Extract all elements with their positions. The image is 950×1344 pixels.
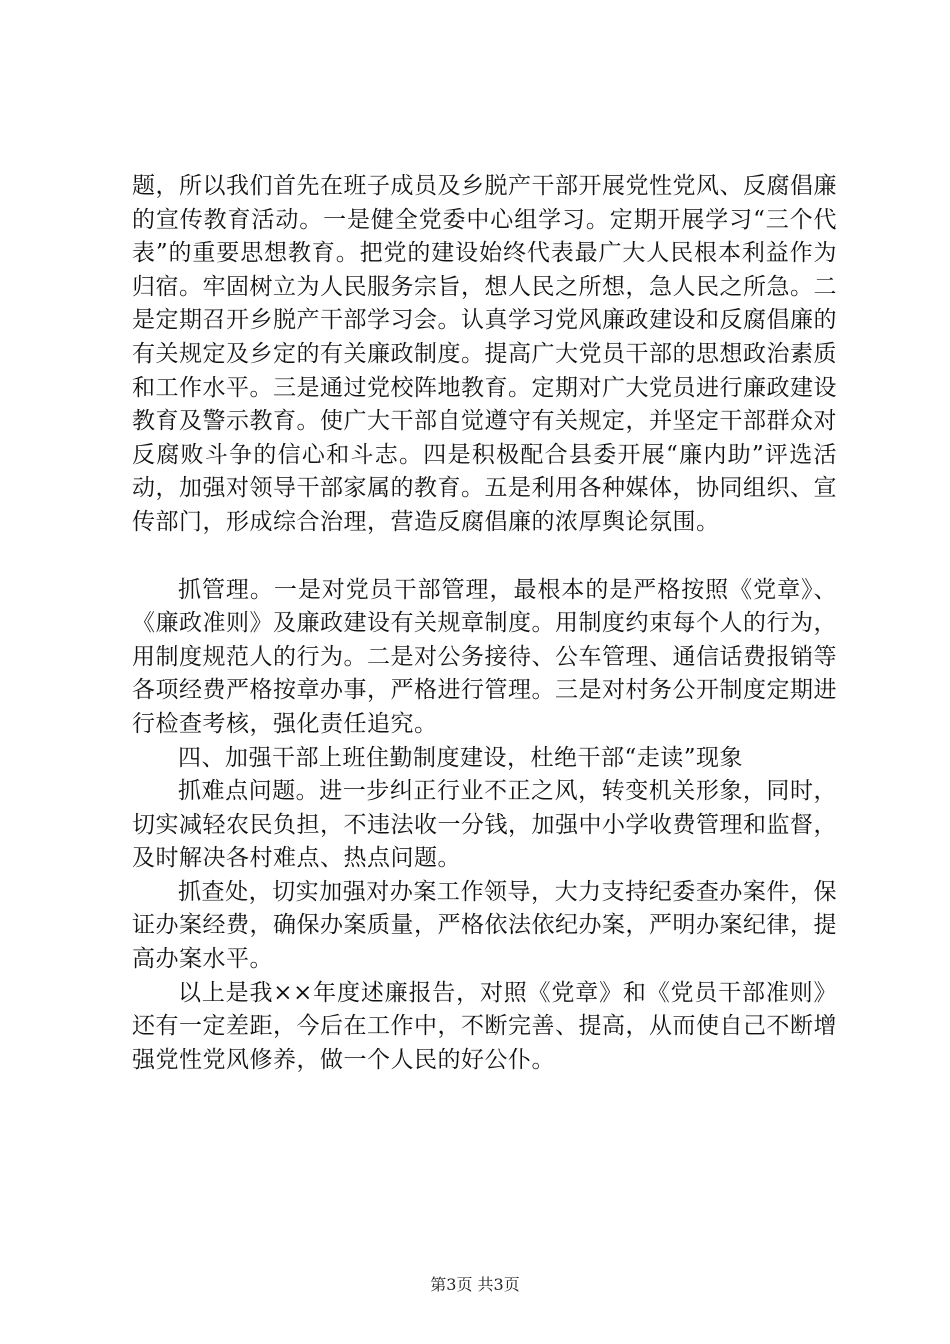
paragraph-investigation: 抓查处，切实加强对办案工作领导，大力支持纪委查办案件，保证办案经费，确保办案质量，严格依法依纪办案，严明办案纪律，提高办案水平。 (132, 878, 837, 973)
paragraph-management: 抓管理。一是对党员干部管理，最根本的是严格按照《党章》、《廉政准则》及廉政建设有关规章制度。用制度约束每个人的行为，用制度规范人的行为。二是对公务接待、公车管理、通信话费报销等各项经费严格按章办事，严格进行管理。三是对村务公开制度定期进行检查考核，强化责任追究。 (132, 576, 837, 737)
paragraph-difficult-issues: 抓难点问题。进一步纠正行业不正之风，转变机关形象，同时，切实减轻农民负担，不违法收一分钱，加强中小学收费管理和监督，及时解决各村难点、热点问题。 (132, 778, 837, 872)
paragraph-continued-education: 题，所以我们首先在班子成员及乡脱产干部开展党性党风、反腐倡廉的宣传教育活动。一是健全党委中心组学习。定期开展学习“三个代表”的重要思想教育。把党的建设始终代表最广大人民根本利益作为归宿。牢固树立为人民服务宗旨，想人民之所想，急人民之所急。二是定期召开乡脱产干部学习会。认真学习党风廉政建设和反腐倡廉的有关规定及乡定的有关廉政制度。提高广大党员干部的思想政治素质和工作水平。三是通过党校阵地教育。定期对广大党员进行廉政建设教育及警示教育。使广大干部自觉遵守有关规定，并坚定干部群众对反腐败斗争的信心和斗志。四是积极配合县委开展“廉内助”评选活动，加强对领导干部家属的教育。五是利用各种媒体，协同组织、宣传部门，形成综合治理，营造反腐倡廉的浓厚舆论氛围。 (132, 173, 837, 535)
section-heading-attendance: 四、加强干部上班住勤制度建设，杜绝干部“走读”现象 (178, 744, 744, 771)
paragraph-gap (132, 540, 837, 574)
paragraph-conclusion: 以上是我××年度述廉报告，对照《党章》和《党员干部准则》还有一定差距，今后在工作中，不断完善、提高，从而使自己不断增强党性党风修养，做一个人民的好公仆。 (132, 979, 837, 1073)
document-body (132, 170, 837, 1077)
page-number-footer: 第3页 共3页 (430, 1275, 520, 1294)
